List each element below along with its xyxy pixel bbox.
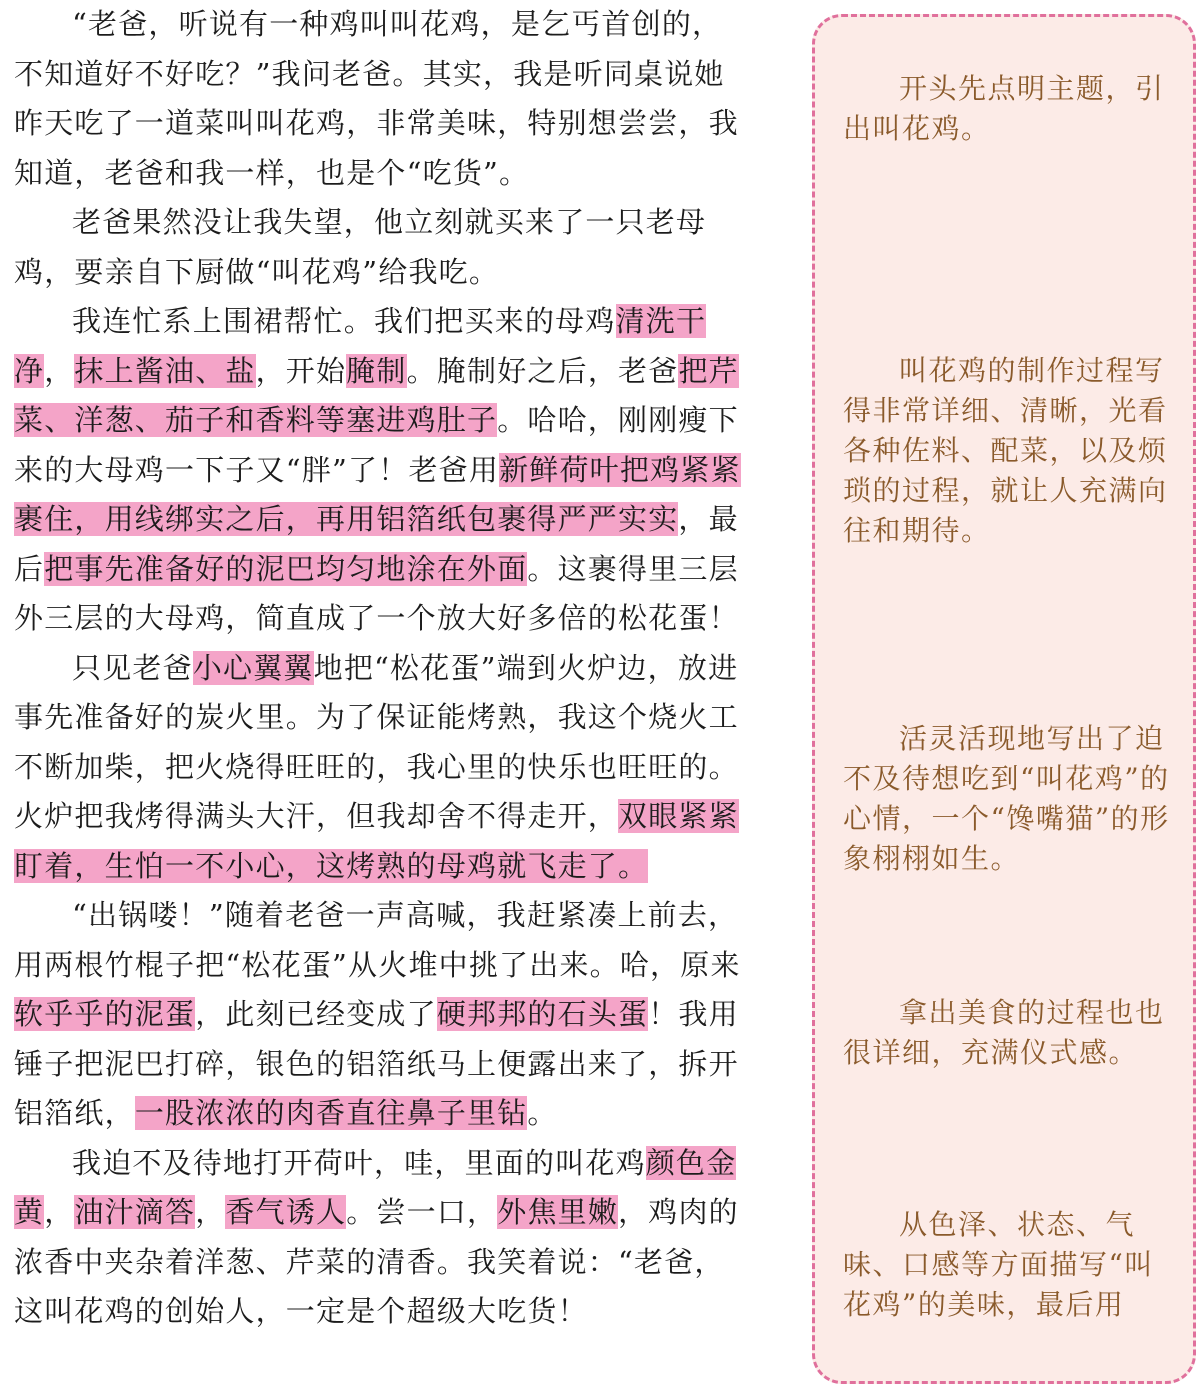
essay-text: ！我用锤子把泥巴打碎，银色的铝箔纸马上便露出来了，拆开铝箔纸， <box>14 997 739 1130</box>
essay-text: ，鸡肉的浓香中夹杂着洋葱、芹菜的清香。我笑着说：“老爸，这叫花鸡的创始人，一定是个超级大吃货！ <box>14 1195 739 1328</box>
essay-text: 。腌制好之后，老爸 <box>406 353 679 388</box>
essay-paragraph-4 <box>14 644 744 892</box>
highlighted-phrase: 新鲜荷叶把鸡紧紧裹住，用线绑实之后，再用铝箔纸包裹得严严实实 <box>14 452 741 536</box>
highlighted-phrase: 抹上酱油、盐 <box>74 353 256 388</box>
essay-text: 地把“松花蛋”端到火炉边，放进事先准备好的炭火里。为了保证能烤熟，我这个烧火工不断加柴，把火烧得旺旺的，我心里的快乐也旺旺的。火炉把我烤得满头大汗，但我却舍不得走开， <box>14 650 739 833</box>
highlighted-phrase: 腌制 <box>346 353 407 388</box>
highlighted-phrase: 双眼紧紧盯着，生怕一不小心，这烤熟的母鸡就飞走了。 <box>14 799 739 883</box>
annotation-note-1: 开头先点明主题，引出叫花鸡。 <box>843 72 1165 145</box>
annotation-note-4: 拿出美食的过程也也很详细，充满仪式感。 <box>843 996 1165 1069</box>
essay-paragraph-3 <box>14 297 744 644</box>
highlighted-phrase: 油汁滴答 <box>74 1195 196 1229</box>
essay-text: ， <box>44 353 75 388</box>
annotation-note-2: 叫花鸡的制作过程写得非常详细、清晰，光看各种佐料、配菜，以及烦琐的过程，就让人充满向往和期待。 <box>843 354 1168 547</box>
highlighted-phrase: 外焦里嫩 <box>497 1195 619 1229</box>
essay-text: ，此刻已经变成了 <box>195 997 437 1031</box>
essay-text: “出锅喽！”随着老爸一声高喊，我赶紧凑上前去，用两根竹棍子把“松花蛋”从火堆中挑了出来。哈，原来 <box>14 898 741 982</box>
essay-text: 。这裹得里三层外三层的大母鸡，简直成了一个放大好多倍的松花蛋！ <box>14 551 739 635</box>
essay-text: 我迫不及待地打开荷叶，哇，里面的叫花鸡 <box>72 1145 646 1180</box>
essay-text: 。尝一口， <box>346 1195 498 1229</box>
essay-paragraph-6 <box>14 1139 744 1337</box>
highlighted-phrase: 颜色金黄 <box>14 1145 737 1229</box>
annotation-panel <box>812 14 1196 1384</box>
essay-body <box>14 0 744 1337</box>
annotation-note-5: 从色泽、状态、气味、口感等方面描写“叫花鸡”的美味，最后用 <box>843 1208 1154 1321</box>
highlighted-phrase: 小心翼翼 <box>192 650 314 685</box>
essay-paragraph-5 <box>14 891 744 1139</box>
essay-text: 。 <box>527 1096 558 1130</box>
highlighted-phrase: 一股浓浓的肉香直往鼻子里钻 <box>134 1096 528 1130</box>
essay-paragraph-1 <box>14 0 744 198</box>
highlighted-phrase: 硬邦邦的石头蛋 <box>436 997 649 1031</box>
essay-text: 。哈哈，刚刚瘦下来的大母鸡一下子又“胖”了！老爸用 <box>14 403 739 487</box>
highlighted-phrase: 把事先准备好的泥巴均匀地涂在外面 <box>44 551 528 586</box>
essay-text: ， <box>44 1195 75 1229</box>
essay-text: ，开始 <box>255 353 347 388</box>
essay-text: 只见老爸 <box>72 650 193 685</box>
essay-text: ，最后 <box>14 502 739 586</box>
essay-paragraph-2 <box>14 198 744 297</box>
essay-text: 我连忙系上围裙帮忙。我们把买来的母鸡 <box>72 304 616 338</box>
essay-text: “老爸，听说有一种鸡叫叫花鸡，是乞丐首创的，不知道好不好吃？”我问老爸。其实，我是听同桌说她昨天吃了一道菜叫叫花鸡，非常美味，特别想尝尝，我知道，老爸和我一样，也是个“吃货”。 <box>14 7 739 190</box>
essay-text: 老爸果然没让我失望，他立刻就买来了一只老母鸡，要亲自下厨做“叫花鸡”给我吃。 <box>14 205 707 289</box>
highlighted-phrase: 清洗干净 <box>14 304 707 388</box>
essay-text: ， <box>195 1195 226 1229</box>
annotation-note-3: 活灵活现地写出了迫不及待想吃到“叫花鸡”的心情，一个“馋嘴猫”的形象栩栩如生。 <box>843 722 1170 875</box>
highlighted-phrase: 把芹菜、洋葱、茄子和香料等塞进鸡肚子 <box>14 353 739 437</box>
highlighted-phrase: 软乎乎的泥蛋 <box>14 997 196 1031</box>
highlighted-phrase: 香气诱人 <box>225 1195 347 1229</box>
